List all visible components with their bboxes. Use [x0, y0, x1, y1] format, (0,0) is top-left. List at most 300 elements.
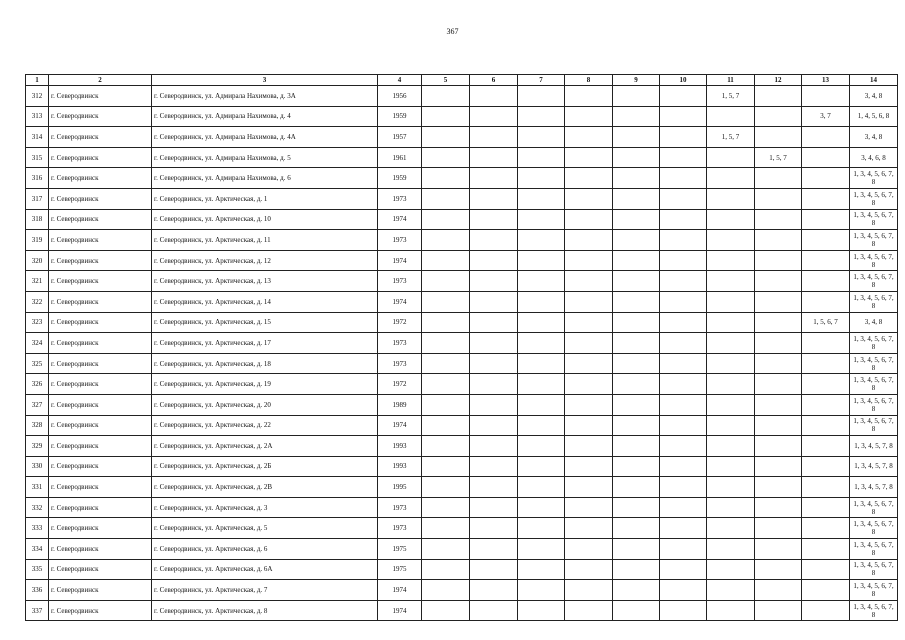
table-row — [26, 374, 898, 395]
col13-cell: 1, 5, 6, 7 — [802, 312, 850, 333]
year-cell: 1974 — [378, 415, 422, 436]
col7-cell — [518, 291, 565, 312]
row-number: 313 — [26, 106, 49, 127]
col9-cell — [613, 127, 660, 148]
col10-cell — [660, 394, 707, 415]
col9-cell — [613, 436, 660, 457]
year-cell: 1956 — [378, 86, 422, 107]
column-header-9: 9 — [613, 75, 660, 86]
col11-cell — [707, 539, 755, 560]
col12-cell — [755, 230, 802, 251]
col13-cell — [802, 147, 850, 168]
col5-cell — [422, 209, 470, 230]
col6-cell — [470, 518, 518, 539]
col5-cell — [422, 415, 470, 436]
address-cell: г. Северодвинск, ул. Арктическая, д. 20 — [152, 394, 378, 415]
col7-cell — [518, 353, 565, 374]
address-cell: г. Северодвинск, ул. Арктическая, д. 3 — [152, 497, 378, 518]
settlement-cell: г. Северодвинск — [49, 106, 152, 127]
col14-cell: 1, 3, 4, 5, 6, 7, 8 — [850, 271, 898, 292]
col6-cell — [470, 250, 518, 271]
col14-cell: 1, 3, 4, 5, 6, 7, 8 — [850, 394, 898, 415]
col11-cell — [707, 559, 755, 580]
col6-cell — [470, 147, 518, 168]
col7-cell — [518, 188, 565, 209]
col11-cell — [707, 333, 755, 354]
table-header-row — [26, 75, 898, 86]
table-row — [26, 209, 898, 230]
settlement-cell: г. Северодвинск — [49, 250, 152, 271]
col7-cell — [518, 168, 565, 189]
year-cell: 1961 — [378, 147, 422, 168]
col5-cell — [422, 518, 470, 539]
col14-cell: 1, 3, 4, 5, 6, 7, 8 — [850, 559, 898, 580]
row-number: 324 — [26, 333, 49, 354]
table-row — [26, 291, 898, 312]
row-number: 333 — [26, 518, 49, 539]
col7-cell — [518, 271, 565, 292]
col9-cell — [613, 477, 660, 498]
col6-cell — [470, 353, 518, 374]
address-cell: г. Северодвинск, ул. Арктическая, д. 2А — [152, 436, 378, 457]
col14-cell: 1, 3, 4, 5, 6, 7, 8 — [850, 415, 898, 436]
col9-cell — [613, 168, 660, 189]
column-header-8: 8 — [565, 75, 613, 86]
col14-cell: 1, 3, 4, 5, 6, 7, 8 — [850, 209, 898, 230]
col14-cell: 1, 3, 4, 5, 6, 7, 8 — [850, 333, 898, 354]
col13-cell — [802, 188, 850, 209]
col11-cell — [707, 168, 755, 189]
year-cell: 1973 — [378, 518, 422, 539]
col11-cell — [707, 188, 755, 209]
col14-cell: 3, 4, 6, 8 — [850, 147, 898, 168]
year-cell: 1973 — [378, 230, 422, 251]
row-number: 312 — [26, 86, 49, 107]
row-number: 316 — [26, 168, 49, 189]
column-header-10: 10 — [660, 75, 707, 86]
address-cell: г. Северодвинск, ул. Адмирала Нахимова, д. 5 — [152, 147, 378, 168]
col10-cell — [660, 559, 707, 580]
col10-cell — [660, 539, 707, 560]
year-cell: 1973 — [378, 333, 422, 354]
col7-cell — [518, 497, 565, 518]
row-number: 337 — [26, 600, 49, 621]
col8-cell — [565, 106, 613, 127]
col13-cell — [802, 209, 850, 230]
col13-cell — [802, 518, 850, 539]
year-cell: 1974 — [378, 209, 422, 230]
address-cell: г. Северодвинск, ул. Арктическая, д. 10 — [152, 209, 378, 230]
year-cell: 1973 — [378, 497, 422, 518]
col13-cell — [802, 415, 850, 436]
col8-cell — [565, 415, 613, 436]
col13-cell — [802, 271, 850, 292]
col8-cell — [565, 353, 613, 374]
col5-cell — [422, 456, 470, 477]
col14-cell: 1, 3, 4, 5, 6, 7, 8 — [850, 168, 898, 189]
col14-cell: 1, 3, 4, 5, 6, 7, 8 — [850, 230, 898, 251]
settlement-cell: г. Северодвинск — [49, 518, 152, 539]
col9-cell — [613, 209, 660, 230]
col11-cell: 1, 5, 7 — [707, 127, 755, 148]
address-cell: г. Северодвинск, ул. Адмирала Нахимова, д. 6 — [152, 168, 378, 189]
col11-cell — [707, 230, 755, 251]
col12-cell — [755, 312, 802, 333]
table-row — [26, 106, 898, 127]
settlement-cell: г. Северодвинск — [49, 86, 152, 107]
col14-cell: 1, 3, 4, 5, 6, 7, 8 — [850, 580, 898, 601]
address-cell: г. Северодвинск, ул. Арктическая, д. 19 — [152, 374, 378, 395]
settlement-cell: г. Северодвинск — [49, 600, 152, 621]
col13-cell — [802, 497, 850, 518]
col9-cell — [613, 456, 660, 477]
col8-cell — [565, 127, 613, 148]
col13-cell — [802, 477, 850, 498]
col7-cell — [518, 415, 565, 436]
column-header-11: 11 — [707, 75, 755, 86]
col12-cell — [755, 518, 802, 539]
col12-cell — [755, 291, 802, 312]
address-cell: г. Северодвинск, ул. Арктическая, д. 2В — [152, 477, 378, 498]
col13-cell — [802, 86, 850, 107]
settlement-cell: г. Северодвинск — [49, 312, 152, 333]
col9-cell — [613, 394, 660, 415]
settlement-cell: г. Северодвинск — [49, 456, 152, 477]
col14-cell: 1, 3, 4, 5, 6, 7, 8 — [850, 250, 898, 271]
col5-cell — [422, 291, 470, 312]
buildings-table — [25, 74, 898, 621]
settlement-cell: г. Северодвинск — [49, 209, 152, 230]
col9-cell — [613, 518, 660, 539]
table-row — [26, 127, 898, 148]
settlement-cell: г. Северодвинск — [49, 147, 152, 168]
col10-cell — [660, 497, 707, 518]
col13-cell — [802, 436, 850, 457]
year-cell: 1959 — [378, 168, 422, 189]
col6-cell — [470, 394, 518, 415]
col12-cell — [755, 374, 802, 395]
col6-cell — [470, 271, 518, 292]
col7-cell — [518, 106, 565, 127]
table-row — [26, 250, 898, 271]
col5-cell — [422, 539, 470, 560]
col12-cell — [755, 559, 802, 580]
col8-cell — [565, 436, 613, 457]
col12-cell — [755, 127, 802, 148]
col10-cell — [660, 168, 707, 189]
row-number: 332 — [26, 497, 49, 518]
settlement-cell: г. Северодвинск — [49, 497, 152, 518]
col11-cell — [707, 394, 755, 415]
col5-cell — [422, 580, 470, 601]
col11-cell — [707, 209, 755, 230]
col13-cell — [802, 456, 850, 477]
table-row — [26, 539, 898, 560]
row-number: 322 — [26, 291, 49, 312]
row-number: 329 — [26, 436, 49, 457]
col13-cell — [802, 539, 850, 560]
col10-cell — [660, 374, 707, 395]
row-number: 335 — [26, 559, 49, 580]
col5-cell — [422, 477, 470, 498]
col12-cell — [755, 415, 802, 436]
year-cell: 1972 — [378, 312, 422, 333]
col8-cell — [565, 456, 613, 477]
col7-cell — [518, 477, 565, 498]
col6-cell — [470, 374, 518, 395]
col11-cell — [707, 580, 755, 601]
col9-cell — [613, 580, 660, 601]
col5-cell — [422, 127, 470, 148]
year-cell: 1973 — [378, 353, 422, 374]
col10-cell — [660, 86, 707, 107]
col10-cell — [660, 456, 707, 477]
address-cell: г. Северодвинск, ул. Арктическая, д. 15 — [152, 312, 378, 333]
col6-cell — [470, 456, 518, 477]
col10-cell — [660, 271, 707, 292]
address-cell: г. Северодвинск, ул. Арктическая, д. 6 — [152, 539, 378, 560]
col6-cell — [470, 291, 518, 312]
col5-cell — [422, 497, 470, 518]
settlement-cell: г. Северодвинск — [49, 168, 152, 189]
col7-cell — [518, 436, 565, 457]
settlement-cell: г. Северодвинск — [49, 291, 152, 312]
col9-cell — [613, 188, 660, 209]
col5-cell — [422, 333, 470, 354]
col8-cell — [565, 271, 613, 292]
row-number: 314 — [26, 127, 49, 148]
col11-cell — [707, 271, 755, 292]
col6-cell — [470, 580, 518, 601]
col5-cell — [422, 168, 470, 189]
col11-cell — [707, 250, 755, 271]
col9-cell — [613, 106, 660, 127]
table-row — [26, 271, 898, 292]
col7-cell — [518, 230, 565, 251]
col7-cell — [518, 86, 565, 107]
col8-cell — [565, 518, 613, 539]
col14-cell: 3, 4, 8 — [850, 312, 898, 333]
col5-cell — [422, 271, 470, 292]
col5-cell — [422, 353, 470, 374]
col12-cell — [755, 436, 802, 457]
col9-cell — [613, 312, 660, 333]
col9-cell — [613, 415, 660, 436]
settlement-cell: г. Северодвинск — [49, 436, 152, 457]
col7-cell — [518, 147, 565, 168]
col7-cell — [518, 374, 565, 395]
col12-cell — [755, 477, 802, 498]
col10-cell — [660, 477, 707, 498]
col11-cell — [707, 312, 755, 333]
address-cell: г. Северодвинск, ул. Арктическая, д. 14 — [152, 291, 378, 312]
column-header-12: 12 — [755, 75, 802, 86]
table-row — [26, 353, 898, 374]
col13-cell — [802, 168, 850, 189]
col13-cell — [802, 230, 850, 251]
col7-cell — [518, 394, 565, 415]
col14-cell: 1, 3, 4, 5, 6, 7, 8 — [850, 539, 898, 560]
col14-cell: 3, 4, 8 — [850, 127, 898, 148]
col11-cell — [707, 518, 755, 539]
settlement-cell: г. Северодвинск — [49, 477, 152, 498]
col12-cell — [755, 250, 802, 271]
col14-cell: 1, 3, 4, 5, 6, 7, 8 — [850, 497, 898, 518]
row-number: 321 — [26, 271, 49, 292]
col9-cell — [613, 230, 660, 251]
year-cell: 1973 — [378, 188, 422, 209]
col6-cell — [470, 559, 518, 580]
address-cell: г. Северодвинск, ул. Адмирала Нахимова, д. 3А — [152, 86, 378, 107]
col13-cell — [802, 580, 850, 601]
address-cell: г. Северодвинск, ул. Арктическая, д. 6А — [152, 559, 378, 580]
year-cell: 1993 — [378, 436, 422, 457]
col9-cell — [613, 250, 660, 271]
row-number: 319 — [26, 230, 49, 251]
address-cell: г. Северодвинск, ул. Арктическая, д. 18 — [152, 353, 378, 374]
settlement-cell: г. Северодвинск — [49, 539, 152, 560]
row-number: 315 — [26, 147, 49, 168]
col11-cell — [707, 497, 755, 518]
settlement-cell: г. Северодвинск — [49, 580, 152, 601]
col7-cell — [518, 456, 565, 477]
col7-cell — [518, 127, 565, 148]
col14-cell: 1, 3, 4, 5, 6, 7, 8 — [850, 600, 898, 621]
column-header-14: 14 — [850, 75, 898, 86]
col8-cell — [565, 147, 613, 168]
col10-cell — [660, 436, 707, 457]
col8-cell — [565, 394, 613, 415]
row-number: 320 — [26, 250, 49, 271]
address-cell: г. Северодвинск, ул. Арктическая, д. 13 — [152, 271, 378, 292]
settlement-cell: г. Северодвинск — [49, 353, 152, 374]
col13-cell — [802, 333, 850, 354]
year-cell: 1974 — [378, 580, 422, 601]
address-cell: г. Северодвинск, ул. Адмирала Нахимова, д. 4 — [152, 106, 378, 127]
col8-cell — [565, 539, 613, 560]
col13-cell — [802, 250, 850, 271]
col10-cell — [660, 147, 707, 168]
col14-cell: 1, 3, 4, 5, 6, 7, 8 — [850, 353, 898, 374]
col10-cell — [660, 209, 707, 230]
col13-cell: 3, 7 — [802, 106, 850, 127]
col14-cell: 1, 3, 4, 5, 7, 8 — [850, 456, 898, 477]
row-number: 330 — [26, 456, 49, 477]
col6-cell — [470, 188, 518, 209]
table-row — [26, 436, 898, 457]
col6-cell — [470, 127, 518, 148]
page-number: 367 — [446, 27, 459, 36]
col11-cell — [707, 477, 755, 498]
col11-cell — [707, 353, 755, 374]
col14-cell: 1, 4, 5, 6, 8 — [850, 106, 898, 127]
year-cell: 1957 — [378, 127, 422, 148]
col11-cell — [707, 436, 755, 457]
row-number: 334 — [26, 539, 49, 560]
col8-cell — [565, 374, 613, 395]
col5-cell — [422, 559, 470, 580]
settlement-cell: г. Северодвинск — [49, 559, 152, 580]
column-header-4: 4 — [378, 75, 422, 86]
col12-cell — [755, 600, 802, 621]
row-number: 323 — [26, 312, 49, 333]
col5-cell — [422, 312, 470, 333]
year-cell: 1959 — [378, 106, 422, 127]
col8-cell — [565, 312, 613, 333]
year-cell: 1989 — [378, 394, 422, 415]
col11-cell — [707, 147, 755, 168]
address-cell: г. Северодвинск, ул. Арктическая, д. 17 — [152, 333, 378, 354]
address-cell: г. Северодвинск, ул. Арктическая, д. 5 — [152, 518, 378, 539]
column-header-7: 7 — [518, 75, 565, 86]
col6-cell — [470, 477, 518, 498]
col12-cell — [755, 580, 802, 601]
address-cell: г. Северодвинск, ул. Арктическая, д. 22 — [152, 415, 378, 436]
col9-cell — [613, 374, 660, 395]
col6-cell — [470, 497, 518, 518]
table-row — [26, 394, 898, 415]
address-cell: г. Северодвинск, ул. Арктическая, д. 7 — [152, 580, 378, 601]
col12-cell — [755, 209, 802, 230]
col5-cell — [422, 230, 470, 251]
col6-cell — [470, 333, 518, 354]
year-cell: 1993 — [378, 456, 422, 477]
col5-cell — [422, 250, 470, 271]
col11-cell — [707, 374, 755, 395]
col9-cell — [613, 539, 660, 560]
col10-cell — [660, 333, 707, 354]
col12-cell — [755, 168, 802, 189]
col9-cell — [613, 600, 660, 621]
col5-cell — [422, 86, 470, 107]
col6-cell — [470, 230, 518, 251]
table-row — [26, 518, 898, 539]
column-header-3: 3 — [152, 75, 378, 86]
year-cell: 1975 — [378, 539, 422, 560]
table-row — [26, 580, 898, 601]
col8-cell — [565, 168, 613, 189]
col10-cell — [660, 188, 707, 209]
col7-cell — [518, 559, 565, 580]
col11-cell — [707, 456, 755, 477]
col10-cell — [660, 415, 707, 436]
col11-cell — [707, 106, 755, 127]
col13-cell — [802, 353, 850, 374]
col7-cell — [518, 580, 565, 601]
col13-cell — [802, 374, 850, 395]
col14-cell: 3, 4, 8 — [850, 86, 898, 107]
year-cell: 1974 — [378, 600, 422, 621]
col9-cell — [613, 353, 660, 374]
table-row — [26, 559, 898, 580]
col7-cell — [518, 333, 565, 354]
table-row — [26, 188, 898, 209]
col9-cell — [613, 271, 660, 292]
col8-cell — [565, 86, 613, 107]
col5-cell — [422, 188, 470, 209]
col6-cell — [470, 436, 518, 457]
settlement-cell: г. Северодвинск — [49, 271, 152, 292]
row-number: 336 — [26, 580, 49, 601]
col8-cell — [565, 188, 613, 209]
table-row — [26, 456, 898, 477]
col10-cell — [660, 291, 707, 312]
col5-cell — [422, 394, 470, 415]
table-row — [26, 147, 898, 168]
table-row — [26, 477, 898, 498]
col6-cell — [470, 86, 518, 107]
year-cell: 1973 — [378, 271, 422, 292]
